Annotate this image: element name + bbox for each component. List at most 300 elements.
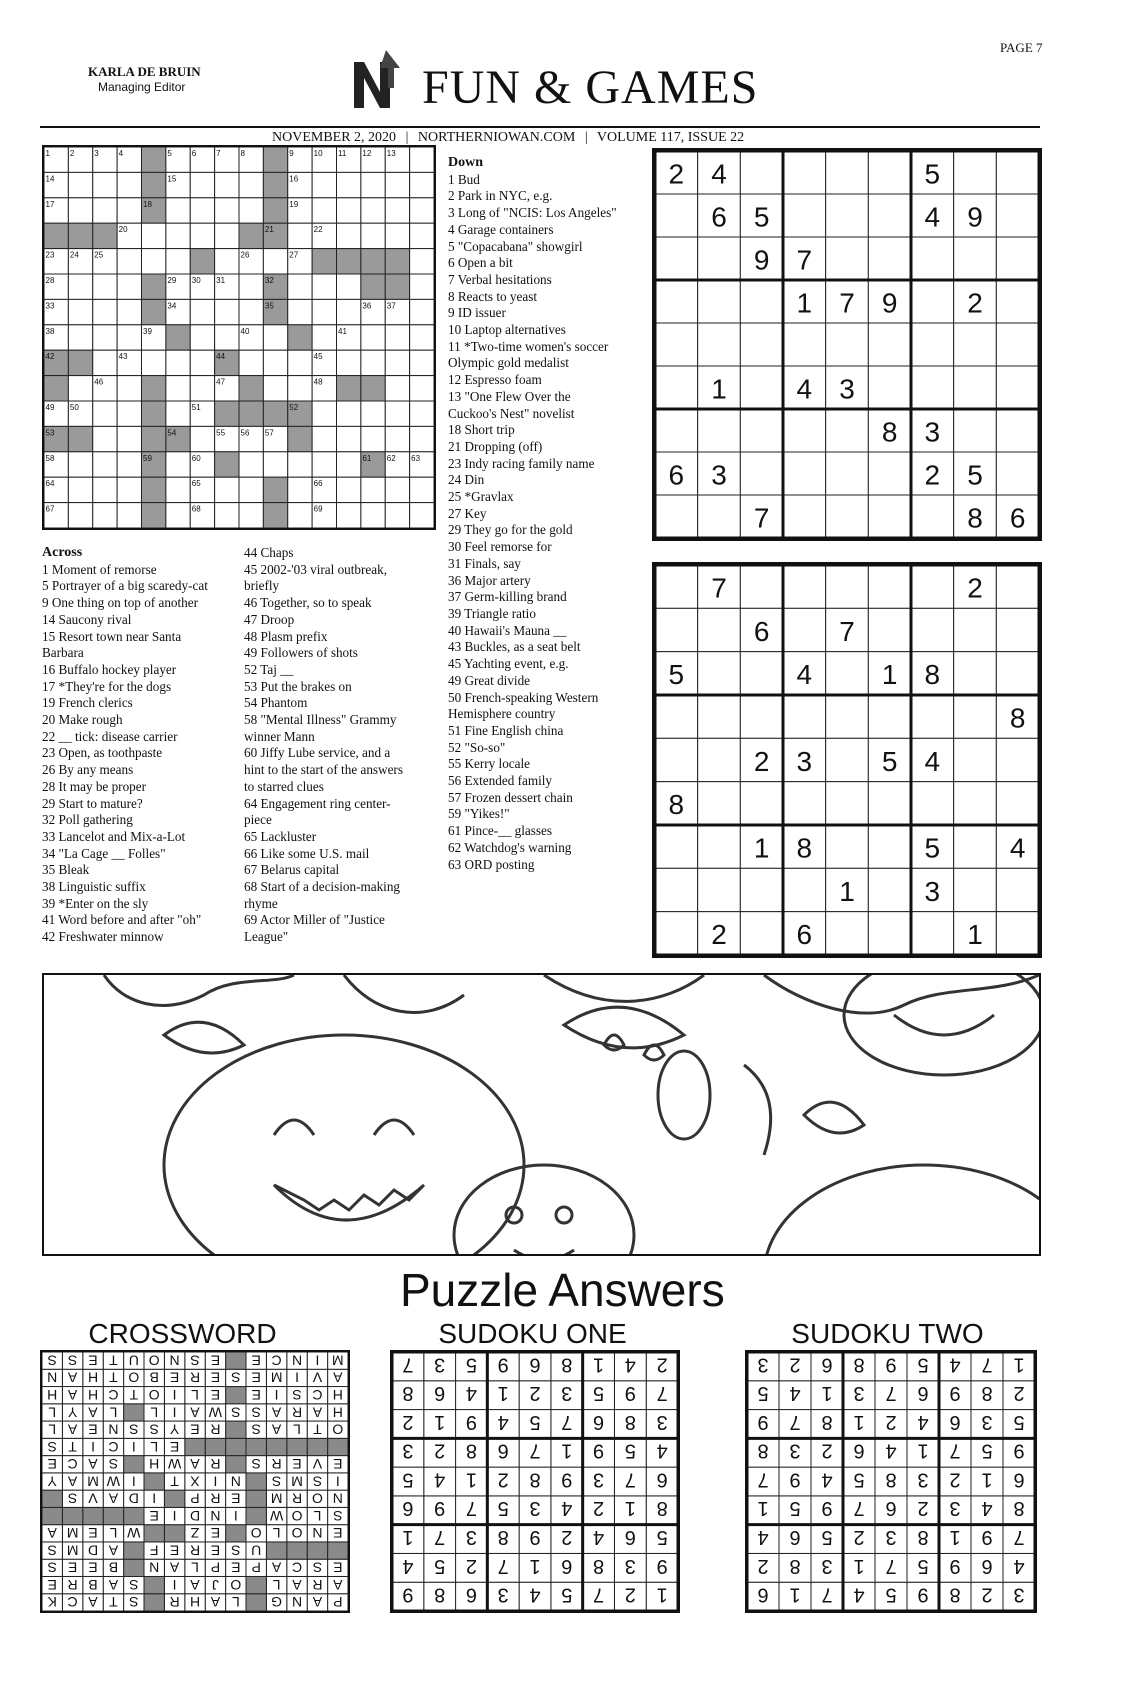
crossword-cell[interactable] — [263, 249, 287, 274]
sudoku-one-cell[interactable] — [911, 366, 954, 409]
answer-cell — [144, 1576, 164, 1593]
sudoku-two-cell[interactable] — [655, 825, 698, 868]
crossword-cell[interactable] — [142, 350, 166, 375]
sudoku-one-given-digit: 1 — [711, 373, 727, 405]
crossword-cell[interactable] — [361, 401, 385, 426]
answer-letter: T — [170, 1473, 179, 1490]
sudoku-two-cell[interactable] — [740, 565, 783, 608]
sudoku-two-answer-digit: 9 — [1013, 1439, 1025, 1462]
sudoku-one-answer-digit: 4 — [465, 1382, 478, 1405]
sudoku-two-cell[interactable] — [655, 695, 698, 738]
sudoku-two-cell[interactable] — [996, 868, 1039, 911]
crossword-cell[interactable] — [337, 503, 361, 528]
crossword-cell[interactable] — [361, 426, 385, 451]
sudoku-two-cell[interactable] — [954, 782, 997, 825]
crossword-cell[interactable] — [337, 274, 361, 299]
crossword-cell[interactable] — [385, 198, 409, 223]
crossword-cell[interactable] — [215, 198, 239, 223]
sudoku-one-cell[interactable] — [783, 151, 826, 194]
crossword-cell[interactable] — [337, 477, 361, 502]
crossword-cell[interactable] — [288, 223, 312, 248]
crossword-cell[interactable] — [385, 503, 409, 528]
crossword-cell[interactable] — [190, 172, 214, 197]
crossword-number: 58 — [45, 453, 55, 463]
crossword-cell[interactable] — [337, 452, 361, 477]
crossword-cell[interactable] — [215, 477, 239, 502]
sudoku-two-cell[interactable] — [954, 738, 997, 781]
sudoku-one-answer-digit: 4 — [656, 1439, 668, 1462]
crossword-cell[interactable] — [117, 376, 141, 401]
sudoku-one-cell[interactable] — [740, 280, 783, 323]
sudoku-two-answer-digit: 8 — [757, 1439, 769, 1462]
crossword-cell[interactable] — [361, 477, 385, 502]
crossword-cell[interactable] — [215, 223, 239, 248]
crossword-cell[interactable] — [312, 452, 336, 477]
sudoku-one-cell[interactable] — [740, 366, 783, 409]
clue-line: winner Mann — [244, 728, 315, 744]
sudoku-two-cell[interactable] — [698, 868, 741, 911]
sudoku-one-cell[interactable] — [868, 495, 911, 538]
crossword-cell[interactable] — [410, 249, 434, 274]
crossword-cell[interactable] — [385, 350, 409, 375]
sudoku-two-cell[interactable] — [826, 565, 869, 608]
sudoku-two-answer-digit: 3 — [949, 1497, 961, 1520]
crossword-cell[interactable] — [239, 350, 263, 375]
sudoku-one-cell[interactable] — [826, 194, 869, 237]
crossword-cell[interactable] — [410, 503, 434, 528]
sudoku-one-cell[interactable] — [740, 151, 783, 194]
sudoku-one-cell[interactable] — [868, 366, 911, 409]
sudoku-two-given-digit: 8 — [796, 832, 813, 864]
answer-letter: M — [331, 1352, 344, 1369]
crossword-cell[interactable] — [68, 274, 92, 299]
sudoku-one-cell[interactable] — [996, 323, 1039, 366]
sudoku-two-cell[interactable] — [655, 738, 698, 781]
sudoku-two-cell[interactable] — [954, 695, 997, 738]
sudoku-one-cell[interactable] — [826, 237, 869, 280]
sudoku-one-cell[interactable] — [996, 366, 1039, 409]
sudoku-two-cell[interactable] — [655, 608, 698, 651]
crossword-cell[interactable] — [361, 223, 385, 248]
crossword-cell[interactable] — [142, 249, 166, 274]
crossword-cell[interactable] — [93, 274, 117, 299]
sudoku-two-cell[interactable] — [826, 738, 869, 781]
sudoku-two-cell[interactable] — [740, 695, 783, 738]
crossword-cell[interactable] — [337, 198, 361, 223]
crossword-cell[interactable] — [361, 198, 385, 223]
clue-line: 64 Engagement ring center- — [244, 795, 391, 811]
crossword-cell[interactable] — [68, 477, 92, 502]
sudoku-one-cell[interactable] — [868, 151, 911, 194]
crossword-cell[interactable] — [410, 223, 434, 248]
sudoku-one-cell[interactable] — [698, 280, 741, 323]
crossword-cell[interactable] — [190, 198, 214, 223]
crossword-cell[interactable] — [215, 503, 239, 528]
crossword-cell[interactable] — [361, 350, 385, 375]
crossword-cell[interactable] — [361, 325, 385, 350]
crossword-cell[interactable] — [117, 198, 141, 223]
crossword-cell[interactable] — [263, 325, 287, 350]
sudoku-one-cell[interactable] — [655, 495, 698, 538]
sudoku-one-cell[interactable] — [826, 452, 869, 495]
sudoku-one-cell[interactable] — [954, 323, 997, 366]
sudoku-two-answer-digit: 4 — [981, 1497, 993, 1520]
sudoku-two-cell[interactable] — [868, 695, 911, 738]
sudoku-one-cell[interactable] — [826, 323, 869, 366]
answer-letter: Y — [67, 1404, 78, 1421]
crossword-cell[interactable] — [410, 198, 434, 223]
sudoku-two-cell[interactable] — [954, 608, 997, 651]
sudoku-two-cell[interactable] — [996, 652, 1039, 695]
sudoku-two-cell[interactable] — [954, 652, 997, 695]
sudoku-two-cell[interactable] — [911, 608, 954, 651]
answer-cell — [246, 1507, 266, 1524]
answer-cell — [144, 1473, 164, 1490]
crossword-cell[interactable] — [93, 401, 117, 426]
sudoku-two-cell[interactable] — [783, 695, 826, 738]
answer-letter: S — [271, 1473, 282, 1490]
crossword-cell[interactable] — [68, 198, 92, 223]
answer-letter: O — [311, 1490, 323, 1507]
crossword-cell[interactable] — [117, 325, 141, 350]
sudoku-one-grid[interactable] — [652, 148, 1042, 541]
crossword-cell[interactable] — [166, 503, 190, 528]
answer-letter: E — [333, 1525, 343, 1542]
crossword-cell[interactable] — [166, 477, 190, 502]
sudoku-one-cell[interactable] — [826, 409, 869, 452]
sudoku-one-cell[interactable] — [954, 409, 997, 452]
sudoku-two-cell[interactable] — [826, 652, 869, 695]
sudoku-one-cell[interactable] — [783, 409, 826, 452]
crossword-cell[interactable] — [215, 299, 239, 324]
sudoku-two-cell[interactable] — [911, 695, 954, 738]
crossword-number: 15 — [167, 174, 177, 184]
crossword-cell[interactable] — [215, 172, 239, 197]
crossword-cell[interactable] — [68, 172, 92, 197]
answer-letter: I — [233, 1507, 238, 1524]
sudoku-two-cell[interactable] — [698, 782, 741, 825]
crossword-cell[interactable] — [93, 426, 117, 451]
crossword-cell[interactable] — [215, 325, 239, 350]
sudoku-two-cell[interactable] — [911, 565, 954, 608]
crossword-cell[interactable] — [68, 503, 92, 528]
sudoku-two-grid[interactable] — [652, 562, 1042, 958]
crossword-cell[interactable] — [385, 426, 409, 451]
clue-line: briefly — [244, 578, 280, 594]
crossword-cell[interactable] — [312, 325, 336, 350]
sudoku-one-cell[interactable] — [655, 237, 698, 280]
sudoku-one-cell[interactable] — [996, 194, 1039, 237]
sudoku-one-cell[interactable] — [868, 194, 911, 237]
crossword-cell[interactable] — [190, 426, 214, 451]
crossword-cell[interactable] — [239, 299, 263, 324]
crossword-cell[interactable] — [385, 223, 409, 248]
sudoku-two-cell[interactable] — [826, 825, 869, 868]
crossword-cell[interactable] — [288, 376, 312, 401]
sudoku-one-cell[interactable] — [996, 409, 1039, 452]
sudoku-one-cell[interactable] — [655, 194, 698, 237]
sudoku-two-answer-digit: 1 — [1013, 1353, 1025, 1376]
crossword-cell[interactable] — [288, 274, 312, 299]
sudoku-two-cell[interactable] — [954, 868, 997, 911]
crossword-cell[interactable] — [288, 350, 312, 375]
crossword-cell[interactable] — [410, 401, 434, 426]
sudoku-one-cell[interactable] — [868, 323, 911, 366]
crossword-cell[interactable] — [117, 299, 141, 324]
crossword-cell[interactable] — [166, 249, 190, 274]
sudoku-two-cell[interactable] — [868, 565, 911, 608]
answer-letter: N — [108, 1421, 119, 1438]
sudoku-two-answer-digit: 9 — [949, 1554, 961, 1577]
answer-letter: E — [210, 1352, 221, 1369]
sudoku-two-cell[interactable] — [698, 825, 741, 868]
crossword-cell[interactable] — [337, 426, 361, 451]
crossword-cell[interactable] — [263, 452, 287, 477]
sudoku-one-cell[interactable] — [954, 366, 997, 409]
sudoku-one-cell[interactable] — [996, 237, 1039, 280]
sudoku-one-cell[interactable] — [868, 237, 911, 280]
sudoku-one-cell[interactable] — [740, 452, 783, 495]
sudoku-two-cell[interactable] — [868, 608, 911, 651]
sudoku-one-answer-digit: 5 — [465, 1353, 478, 1376]
crossword-cell[interactable] — [166, 401, 190, 426]
crossword-cell[interactable] — [190, 376, 214, 401]
crossword-cell[interactable] — [93, 503, 117, 528]
answer-cell — [103, 1507, 123, 1524]
sudoku-two-cell[interactable] — [996, 912, 1039, 955]
crossword-cell[interactable] — [410, 376, 434, 401]
crossword-cell[interactable] — [361, 172, 385, 197]
crossword-cell[interactable] — [166, 198, 190, 223]
sudoku-two-cell[interactable] — [740, 868, 783, 911]
sudoku-two-cell[interactable] — [783, 782, 826, 825]
crossword-cell[interactable] — [288, 503, 312, 528]
sudoku-two-cell[interactable] — [740, 782, 783, 825]
crossword-cell[interactable] — [117, 172, 141, 197]
crossword-cell[interactable] — [93, 452, 117, 477]
crossword-cell[interactable] — [166, 376, 190, 401]
crossword-cell[interactable] — [385, 401, 409, 426]
sudoku-two-cell[interactable] — [655, 868, 698, 911]
crossword-cell[interactable] — [385, 172, 409, 197]
sudoku-two-cell[interactable] — [911, 912, 954, 955]
sudoku-two-cell[interactable] — [655, 912, 698, 955]
crossword-cell[interactable] — [93, 477, 117, 502]
sudoku-one-cell[interactable] — [868, 452, 911, 495]
crossword-cell[interactable] — [337, 172, 361, 197]
crossword-cell[interactable] — [93, 172, 117, 197]
sudoku-one-cell[interactable] — [740, 323, 783, 366]
sudoku-one-cell[interactable] — [954, 237, 997, 280]
sudoku-one-cell[interactable] — [911, 323, 954, 366]
crossword-cell[interactable] — [410, 325, 434, 350]
sudoku-two-cell[interactable] — [868, 912, 911, 955]
crossword-cell[interactable] — [410, 477, 434, 502]
crossword-cell[interactable] — [166, 223, 190, 248]
answer-letter: E — [251, 1386, 261, 1403]
crossword-cell[interactable] — [239, 477, 263, 502]
crossword-block — [142, 503, 166, 528]
answer-letter: A — [67, 1386, 78, 1403]
crossword-cell[interactable] — [190, 325, 214, 350]
sudoku-two-cell[interactable] — [826, 782, 869, 825]
sudoku-two-cell[interactable] — [954, 825, 997, 868]
sudoku-two-cell[interactable] — [698, 695, 741, 738]
crossword-cell[interactable] — [117, 477, 141, 502]
crossword-cell[interactable] — [68, 299, 92, 324]
sudoku-one-cell[interactable] — [996, 280, 1039, 323]
crossword-cell[interactable] — [337, 401, 361, 426]
sudoku-one-cell[interactable] — [954, 151, 997, 194]
sudoku-two-answer-grid — [745, 1350, 1037, 1613]
sudoku-one-cell[interactable] — [783, 194, 826, 237]
crossword-cell[interactable] — [117, 452, 141, 477]
sudoku-one-answer-digit: 3 — [561, 1382, 573, 1405]
crossword-cell[interactable] — [117, 426, 141, 451]
sudoku-two-cell[interactable] — [868, 782, 911, 825]
sudoku-two-cell[interactable] — [783, 608, 826, 651]
sudoku-one-cell[interactable] — [996, 452, 1039, 495]
crossword-cell[interactable] — [93, 325, 117, 350]
answer-cell — [226, 1352, 246, 1369]
crossword-cell[interactable] — [93, 350, 117, 375]
crossword-cell[interactable] — [190, 299, 214, 324]
sudoku-two-cell[interactable] — [996, 782, 1039, 825]
sudoku-one-cell[interactable] — [655, 280, 698, 323]
clue-line: 43 Buckles, as a seat belt — [448, 639, 581, 655]
sudoku-one-cell[interactable] — [911, 280, 954, 323]
sudoku-one-cell[interactable] — [698, 237, 741, 280]
clue-line: 18 Short trip — [448, 422, 515, 438]
crossword-cell[interactable] — [68, 376, 92, 401]
sudoku-one-cell[interactable] — [783, 323, 826, 366]
sudoku-two-cell[interactable] — [996, 608, 1039, 651]
sudoku-one-answer-digit: 5 — [561, 1583, 573, 1606]
sudoku-two-given-digit: 8 — [924, 659, 941, 691]
clue-line: 6 Open a bit — [448, 255, 513, 271]
sudoku-two-cell[interactable] — [740, 652, 783, 695]
crossword-cell[interactable] — [385, 325, 409, 350]
sudoku-two-cell[interactable] — [698, 652, 741, 695]
crossword-cell[interactable] — [117, 274, 141, 299]
crossword-cell[interactable] — [166, 452, 190, 477]
crossword-cell[interactable] — [361, 503, 385, 528]
sudoku-one-cell[interactable] — [783, 452, 826, 495]
crossword-cell[interactable] — [288, 299, 312, 324]
sudoku-two-cell[interactable] — [826, 695, 869, 738]
answer-letter: M — [270, 1490, 283, 1507]
crossword-cell[interactable] — [117, 401, 141, 426]
sudoku-two-cell[interactable] — [783, 868, 826, 911]
sudoku-two-cell[interactable] — [911, 782, 954, 825]
sudoku-two-answer-digit: 6 — [949, 1410, 961, 1433]
sudoku-two-cell[interactable] — [996, 738, 1039, 781]
sudoku-two-cell[interactable] — [740, 912, 783, 955]
clue-line: 41 Word before and after "oh" — [42, 912, 202, 928]
crossword-cell[interactable] — [166, 350, 190, 375]
answer-letter: L — [293, 1421, 301, 1438]
crossword-cell[interactable] — [312, 299, 336, 324]
sudoku-one-cell[interactable] — [911, 237, 954, 280]
crossword-cell[interactable] — [312, 198, 336, 223]
sudoku-one-cell[interactable] — [698, 409, 741, 452]
crossword-cell[interactable] — [288, 477, 312, 502]
crossword-cell[interactable] — [312, 401, 336, 426]
crossword-cell[interactable] — [190, 223, 214, 248]
crossword-cell[interactable] — [410, 274, 434, 299]
crossword-cell[interactable] — [93, 299, 117, 324]
sudoku-two-cell[interactable] — [698, 738, 741, 781]
sudoku-one-cell[interactable] — [698, 495, 741, 538]
crossword-cell[interactable] — [142, 223, 166, 248]
crossword-cell[interactable] — [117, 503, 141, 528]
sudoku-one-cell[interactable] — [911, 495, 954, 538]
sudoku-one-cell[interactable] — [655, 366, 698, 409]
crossword-cell[interactable] — [410, 147, 434, 172]
crossword-cell[interactable] — [312, 426, 336, 451]
crossword-cell[interactable] — [239, 452, 263, 477]
sudoku-two-answer-digit: 6 — [853, 1439, 865, 1462]
sudoku-two-cell[interactable] — [996, 565, 1039, 608]
sudoku-one-cell[interactable] — [740, 409, 783, 452]
crossword-cell[interactable] — [312, 274, 336, 299]
crossword-number: 6 — [191, 149, 197, 158]
crossword-cell[interactable] — [263, 350, 287, 375]
crossword-cell[interactable] — [263, 376, 287, 401]
crossword-cell[interactable] — [68, 325, 92, 350]
answer-letter: A — [190, 1456, 200, 1473]
sudoku-one-cell[interactable] — [783, 495, 826, 538]
sudoku-one-cell[interactable] — [826, 495, 869, 538]
crossword-cell[interactable] — [239, 172, 263, 197]
crossword-cell[interactable] — [337, 350, 361, 375]
crossword-cell[interactable] — [93, 198, 117, 223]
crossword-answers-label: CROSSWORD — [88, 1318, 277, 1349]
sudoku-two-cell[interactable] — [698, 608, 741, 651]
crossword-cell[interactable] — [410, 299, 434, 324]
sudoku-one-cell[interactable] — [655, 409, 698, 452]
crossword-cell[interactable] — [215, 249, 239, 274]
crossword-cell[interactable] — [385, 376, 409, 401]
crossword-cell[interactable] — [385, 477, 409, 502]
sudoku-two-cell[interactable] — [868, 868, 911, 911]
answer-cell — [287, 1438, 307, 1455]
crossword-grid[interactable] — [42, 145, 436, 530]
crossword-cell[interactable] — [239, 503, 263, 528]
crossword-cell[interactable] — [312, 172, 336, 197]
sudoku-one-cell[interactable] — [826, 151, 869, 194]
crossword-cell[interactable] — [68, 452, 92, 477]
sudoku-two-cell[interactable] — [868, 825, 911, 868]
crossword-cell[interactable] — [410, 426, 434, 451]
crossword-cell[interactable] — [117, 249, 141, 274]
sudoku-two-cell[interactable] — [783, 565, 826, 608]
crossword-cell[interactable] — [410, 350, 434, 375]
clue-line: 52 Taj __ — [244, 661, 294, 677]
crossword-cell[interactable] — [190, 350, 214, 375]
crossword-cell[interactable] — [288, 452, 312, 477]
crossword-cell[interactable] — [410, 172, 434, 197]
crossword-cell[interactable] — [239, 274, 263, 299]
sudoku-one-cell[interactable] — [655, 323, 698, 366]
sudoku-one-cell[interactable] — [698, 323, 741, 366]
sudoku-one-cell[interactable] — [996, 151, 1039, 194]
crossword-cell[interactable] — [337, 299, 361, 324]
crossword-cell[interactable] — [239, 198, 263, 223]
sudoku-two-cell[interactable] — [826, 912, 869, 955]
crossword-cell[interactable] — [337, 223, 361, 248]
sudoku-two-cell[interactable] — [655, 565, 698, 608]
